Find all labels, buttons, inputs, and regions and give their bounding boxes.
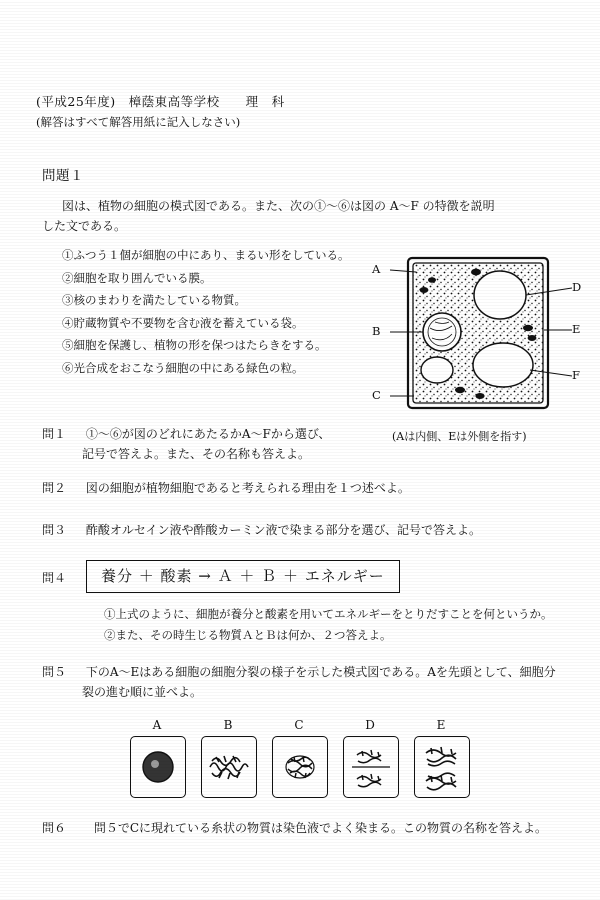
feature-item-6: ⑥光合成をおこなう細胞の中にある緑色の粒。 [62,360,304,375]
feature-item-3: ③核のまわりを満たしている物質。 [62,293,246,307]
mitosis-cell-B [201,736,257,798]
question-4 [42,568,82,588]
question-4-sub-2: ②また、その時生じる物質ＡとＢは何か、２つ答えよ。 [104,628,392,642]
mitosis-label-E: E [436,718,446,732]
feature-item-4: ④貯蔵物質や不要物を含む液を蓄えている袋。 [62,315,304,330]
question-5 [42,662,556,682]
question-5-line-1: 下のA～Eはある細胞の細胞分裂の様子を示した模式図である。Aを先頭として、細胞分 [85,665,556,679]
feature-item-5: ⑤細胞を保護し、植物の形を保つはたらきをする。 [62,338,327,352]
feature-item-1: ①ふつう１個が細胞の中にあり、まるい形をしている。 [62,248,350,262]
cell-label-C: C [372,388,381,402]
mitosis-label-A: A [152,718,162,732]
mitosis-cell-E [414,736,470,798]
mitosis-label-D: D [365,718,375,732]
sheet-header-main: (平成25年度) 樟蔭東高等学校 理 科 [36,94,285,109]
question-1-label: 問１ [42,427,67,441]
mitosis-label-C: C [294,718,304,732]
question-1 [42,424,330,444]
intro-line-2: した文である。 [42,219,127,233]
question-5-cont [82,682,202,702]
question-6-line-1: 問５でCに現れている糸状の物質は染色液でよく染まる。この物質の名称を答えよ。 [93,821,548,835]
cell-label-A: A [372,262,381,276]
sheet-header-sub: (解答はすべて解答用紙に記入しなさい) [36,115,241,129]
question-3-line-1: 酢酸オルセイン液や酢酸カーミン液で染まる部分を選び、記号で答えよ。 [85,523,481,537]
mitosis-figure-row [130,716,470,796]
question-6-label: 問６ [42,821,67,835]
cell-label-E: E [572,322,581,336]
question-5-line-2: 裂の進む順に並べよ。 [82,685,203,699]
question-3 [42,520,481,540]
cell-label-B: B [372,324,381,338]
question-4-subitems [104,604,553,646]
question-2-line-1: 図の細胞が植物細胞であると考えられる理由を１つ述べよ。 [85,481,410,495]
question-3-label: 問３ [42,523,67,537]
feature-item-2: ②細胞を取り囲んでいる膜。 [62,270,212,285]
page-title: 問題１ [42,168,84,184]
mitosis-cell-C [272,736,328,798]
question-4-label: 問４ [42,571,67,585]
question-2-label: 問２ [42,481,67,495]
question-1-line-2: 記号で答えよ。また、その名称も答えよ。 [82,447,311,461]
question-1-line-1: ①～⑥が図のどれにあたるかA～Fから選び、 [85,427,331,441]
question-2 [42,478,410,498]
cell-label-F: F [572,368,580,382]
diagram-note: (Aは内側、Eは外側を指す) [392,430,527,443]
plant-cell-diagram [372,250,582,416]
feature-list [62,244,350,379]
question-5-label: 問５ [42,665,67,679]
cell-diagram-svg [380,250,580,416]
question-4-sub-1: ①上式のように、細胞が養分と酸素を用いてエネルギーをとりだすことを何というか。 [104,607,553,621]
mitosis-label-B: B [223,718,233,732]
question-6 [42,818,547,838]
respiration-equation: 養分 ＋ 酸素 → Ａ ＋ Ｂ ＋ エネルギー [86,560,400,593]
mitosis-cell-A [130,736,186,798]
question-1-cont [82,444,310,464]
mitosis-cell-D [343,736,399,798]
intro-line-1: 図は、植物の細胞の模式図である。また、次の①～⑥は図の A～F の特徴を説明 [62,199,495,213]
cell-label-D: D [572,280,582,294]
